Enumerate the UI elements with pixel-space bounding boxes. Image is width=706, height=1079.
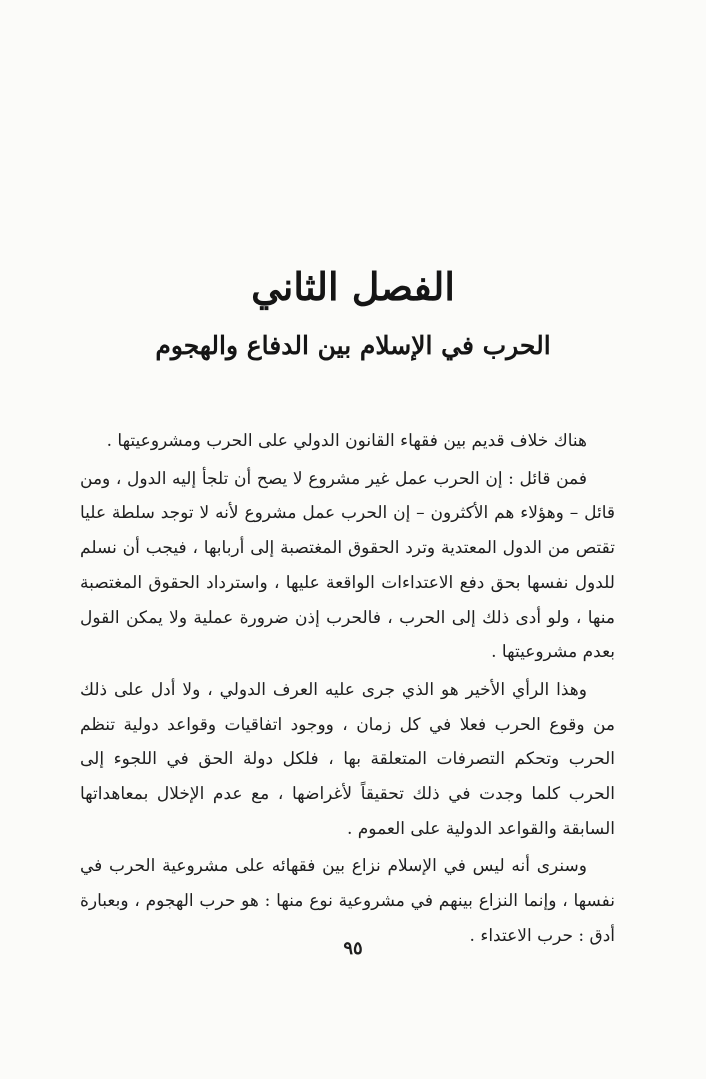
paragraph: وسنرى أنه ليس في الإسلام نزاع بين فقهائه على مشروعية الحرب في نفسها ، وإنما النزاع بينهم في مشروعية نوع منها : هو حرب الهجوم ، وبعبارة أدق : حرب الاعتداء . <box>80 856 615 946</box>
body-text <box>80 424 615 957</box>
chapter-subtitle: الحرب في الإسلام بين الدفاع والهجوم <box>155 331 551 360</box>
paragraph: وهذا الرأي الأخير هو الذي جرى عليه العرف الدولي ، ولا أدل على ذلك من وقوع الحرب فعلا في كل زمان ، ووجود اتفاقيات وقواعد دولية تنظم الحرب وتحكم التصرفات المتعلقة بها ، فلكل دولة الحق في اللجوء إلى الحرب كلما وجدت في ذلك تحقيقاً لأغراضها ، مع عدم الإخلال بمعاهداتها السابقة والقواعد الدولية على العموم . <box>80 679 615 839</box>
page-number: ٩٥ <box>343 938 363 959</box>
paragraph: هناك خلاف قديم بين فقهاء القانون الدولي على الحرب ومشروعيتها . <box>106 431 587 451</box>
chapter-title: الفصل الثاني <box>251 264 455 309</box>
paragraph: فمن قائل : إن الحرب عمل غير مشروع لا يصح أن تلجأ إليه الدول ، ومن قائل – وهؤلاء هم الأكثرون – إن الحرب عمل مشروع لأنه لا توجد سلطة عليا تقتص من الدول المعتدية وترد الحقوق المغتصبة إلى أربابها ، فيجب أن نسلم للدول نفسها بحق دفع الاعتداءات الواقعة عليها ، واسترداد الحقوق المغتصبة منها ، ولو أدى ذلك إلى الحرب ، فالحرب إذن ضرورة عملية ولا يمكن القول بعدم مشروعيتها . <box>80 468 615 663</box>
